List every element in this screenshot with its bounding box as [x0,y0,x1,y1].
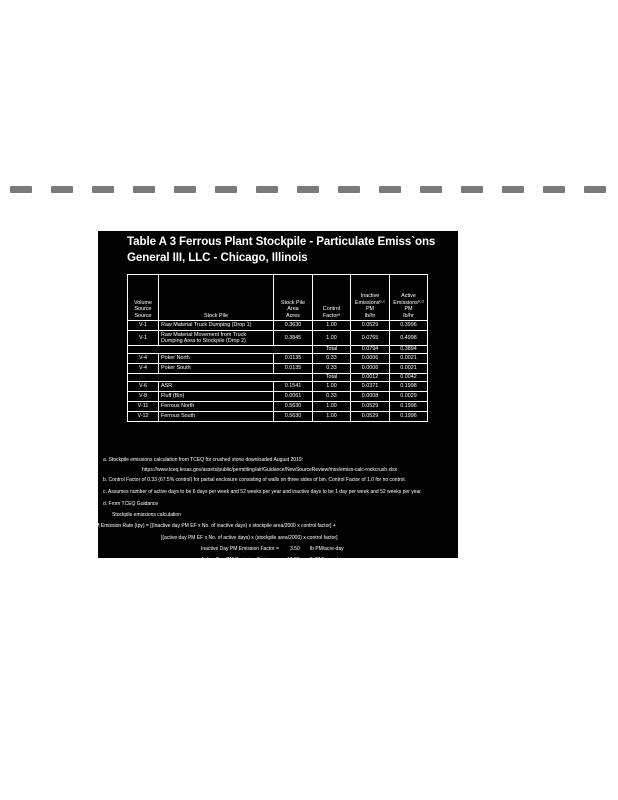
cell-control-factor: 1.00 [313,402,351,412]
equation-line-1: PM Emission Rate (tpy) = [(Inactive day PM EF x No. of inactive days) x stockpile area/2000 x control factor] + [92,523,336,529]
header-source: Volume Source Source [128,275,159,321]
cell-source: V-6 [128,382,159,392]
active-ef-label: Active Day PM Emission Factor = [201,557,276,563]
cell-active: 0.1998 [390,382,428,392]
cell-control-factor: 1.00 [313,412,351,422]
table-row [128,354,428,364]
table-row [128,382,428,392]
cell-area: 0.5630 [274,402,313,412]
cell-area: 0.0135 [274,354,313,364]
dash-segment [51,186,73,193]
cell-control-factor: 0.33 [313,392,351,402]
cell-inactive: 0.0371 [351,382,390,392]
cell-stock-pile: Ferrous South [159,412,274,422]
dash-segment [379,186,401,193]
cell-active: 0.1996 [390,402,428,412]
total-spacer [128,374,313,382]
note-d-detail: Stockpile emissions calculation [112,512,181,518]
dashed-separator [0,186,618,194]
cell-inactive: 0.0529 [351,321,390,331]
header-inactive-emissions: Inactive Emissionsᵇ·ᶜ PM lb/hr [351,275,390,321]
note-d: d. From TCEQ Guidance [103,501,159,507]
total-row [128,346,428,354]
cell-control-factor: 1.00 [313,331,351,346]
dash-segment [174,186,196,193]
cell-inactive: 0.0765 [351,331,390,346]
cell-source: V-1 [128,321,159,331]
cell-inactive: 0.0006 [351,364,390,374]
cell-inactive: 0.0008 [351,392,390,402]
header-area: Stock Pile Area Acres [274,275,313,321]
equation-line-2: [(active day PM EF x No. of active days) x (stockpile area/2000) x control factor] [161,535,338,541]
dash-segment [584,186,606,193]
cell-inactive: 0.0529 [351,412,390,422]
table-row [128,321,428,331]
active-ef-unit: lb PM/acre-day [310,557,344,563]
total-inactive: 0.0794 [351,346,390,354]
dash-segment [133,186,155,193]
cell-active: 0.0021 [390,364,428,374]
cell-source: V-12 [128,412,159,422]
total-row [128,374,428,382]
cell-active: 0.0021 [390,354,428,364]
table-row [128,364,428,374]
cell-source: V-1 [128,331,159,346]
cell-stock-pile: Fluff (Bin) [159,392,274,402]
cell-source: V-11 [128,402,159,412]
cell-area: 0.3845 [274,331,313,346]
table-row [128,392,428,402]
inactive-ef-value: 3.50 [290,546,300,552]
table-header-row [128,275,428,321]
cell-stock-pile: Poker North [159,354,274,364]
cell-stock-pile: Raw Material Movement from Truck Dumping Area to Stockpile (Drop 2) [159,331,274,346]
table-row [128,331,428,346]
dash-segment [92,186,114,193]
total-active: 0.0042 [390,374,428,382]
cell-control-factor: 1.00 [313,321,351,331]
title-line-2: General III, LLC - Chicago, Illinois [127,251,308,264]
total-inactive: 0.0012 [351,374,390,382]
cell-active: 0.1996 [390,412,428,422]
cell-source: V-4 [128,364,159,374]
dash-segment [461,186,483,193]
cell-stock-pile: Raw Material Truck Dumping (Drop 1) [159,321,274,331]
note-b: b. Control Factor of 0.33 (67.5% control) for partial enclosure consisting of walls on three sides of bin. Control Factor of 1.0 for no control. [103,477,406,483]
cell-control-factor: 0.33 [313,364,351,374]
cell-stock-pile: Poker South [159,364,274,374]
cell-source: V-8 [128,392,159,402]
cell-inactive: 0.0006 [351,354,390,364]
inactive-ef-label: Inactive Day PM Emission Factor = [201,546,279,552]
inactive-ef-unit: lb PM/acre-day [310,546,344,552]
total-label: Total [313,346,351,354]
total-active: 0.3894 [390,346,428,354]
cell-area: 0.3630 [274,321,313,331]
emissions-table [127,274,428,422]
note-a-source: https://www.tceq.texas.gov/assets/public/permitting/air/Guidance/NewSourceReview/mss/emiss-calc-rockcrush.xlsx [142,467,398,473]
table-row [128,412,428,422]
cell-area: 0.0135 [274,364,313,374]
cell-area: 0.1541 [274,382,313,392]
header-active-emissions: Active Emissionsᵇ·ᵈ PM lb/hr [390,275,428,321]
cell-active: 0.0029 [390,392,428,402]
note-c: c. Assumes number of active days to be 6 days per week and 52 weeks per year and inactive days to be 1 day per week and 52 weeks per year. [103,489,423,495]
table-title [127,234,457,266]
cell-active: 0.4998 [390,331,428,346]
cell-stock-pile: Ferrous North [159,402,274,412]
document-scan [92,231,458,563]
dash-segment [297,186,319,193]
cell-control-factor: 1.00 [313,382,351,392]
cell-area: 0.5630 [274,412,313,422]
cell-control-factor: 0.33 [313,354,351,364]
dash-segment [420,186,442,193]
cell-area: 0.0061 [274,392,313,402]
dash-segment [215,186,237,193]
dash-segment [338,186,360,193]
dash-segment [502,186,524,193]
header-stock-pile: Stock Pile [159,275,274,321]
table-row [128,402,428,412]
dash-segment [256,186,278,193]
title-line-1: Table A 3 Ferrous Plant Stockpile - Particulate Emiss`ons [127,235,436,248]
header-control-factor: Control Factorᵃ [313,275,351,321]
cell-stock-pile: ASR [159,382,274,392]
total-spacer [128,346,313,354]
dash-segment [10,186,32,193]
active-ef-value: 13.20 [287,557,300,563]
note-a: a. Stockpile emissions calculation from TCEQ for crushed stone downloaded August 2019: [103,457,304,463]
cell-active: 0.3996 [390,321,428,331]
cell-source: V-4 [128,354,159,364]
cell-inactive: 0.0529 [351,402,390,412]
total-label: Total [313,374,351,382]
dash-segment [543,186,565,193]
